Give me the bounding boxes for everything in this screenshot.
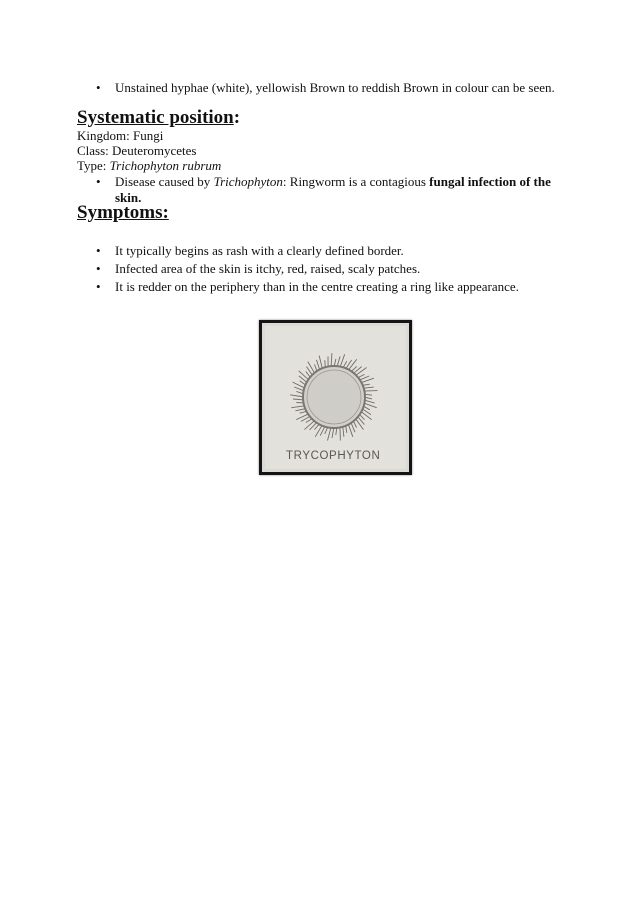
- type-label: Type:: [77, 158, 110, 173]
- symptom-item: • It is redder on the periphery than in the centre creating a ring like appearance.: [115, 279, 595, 295]
- disease-list: [115, 174, 555, 206]
- disease-bullet: [115, 174, 555, 206]
- disease-bold: fungal infection of the skin.: [115, 174, 551, 205]
- systematic-position-heading: [77, 107, 240, 129]
- figure-caption: TRYCOPHYTON: [286, 450, 381, 462]
- symptom-item: • Infected area of the skin is itchy, red, raised, scaly patches.: [115, 261, 595, 277]
- symptom-item: • It typically begins as rash with a clearly defined border.: [115, 243, 595, 259]
- hypha-spike: [340, 426, 341, 440]
- intro-list: [115, 80, 585, 96]
- hypha-spike: [363, 391, 377, 392]
- disease-prefix: Disease caused by: [115, 174, 214, 189]
- ring-interior: [307, 370, 361, 424]
- symptoms-heading-text: Symptoms:: [77, 202, 169, 223]
- disease-mid: : Ringworm is a contagious: [282, 174, 430, 189]
- disease-genus: Trichophyton: [213, 174, 283, 189]
- trichophyton-drawing-photo: [259, 320, 412, 475]
- symptoms-heading: [77, 202, 169, 224]
- kingdom-line: Kingdom: Fungi: [77, 128, 164, 143]
- systematic-heading-text: Systematic position: [77, 107, 234, 128]
- class-line: Class: Deuteromycetes: [77, 143, 197, 158]
- systematic-heading-colon: :: [233, 107, 241, 128]
- type-line: [77, 158, 221, 174]
- symptoms-list: [115, 243, 595, 297]
- type-value: Trichophyton rubrum: [109, 158, 222, 173]
- trichophyton-sketch: [262, 323, 409, 472]
- intro-bullet: • Unstained hyphae (white), yellowish Brown to reddish Brown in colour can be seen.: [115, 80, 585, 96]
